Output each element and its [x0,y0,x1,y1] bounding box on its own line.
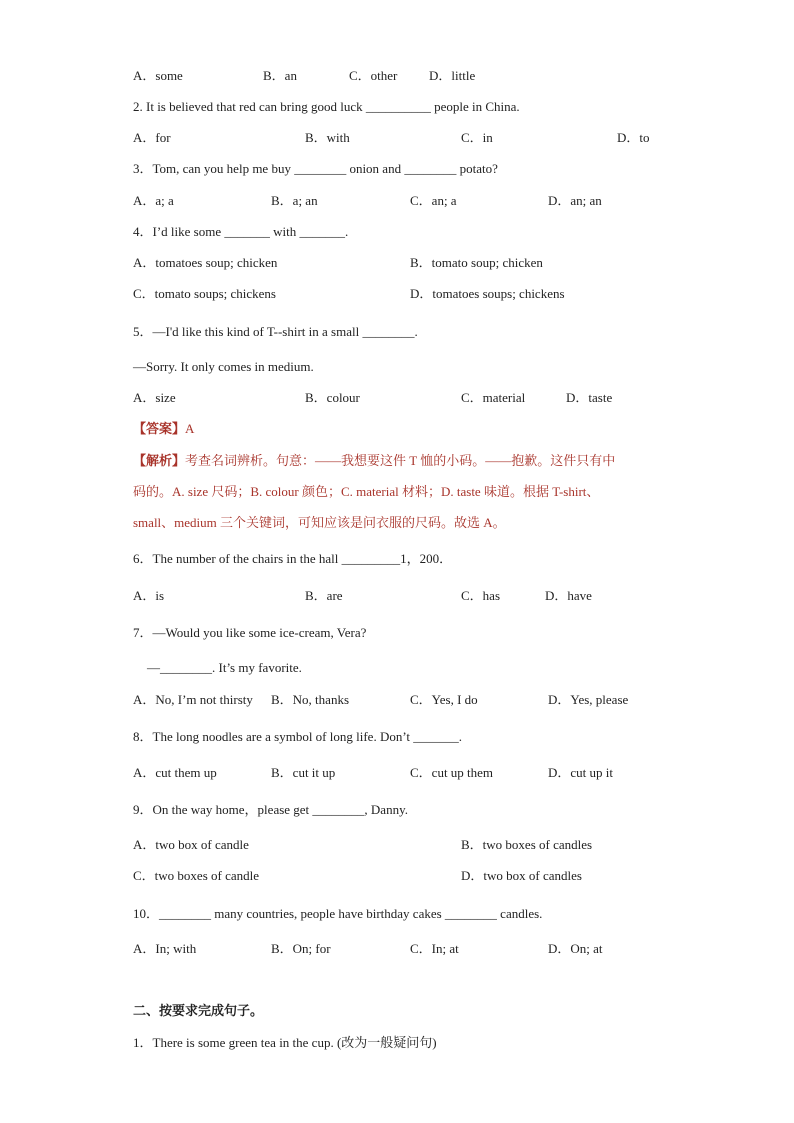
q9-option-b: B．two boxes of candles [461,837,593,852]
q10-stem: 10．________ many countries, people have birthday cakes ________ candles. [133,906,543,921]
q5-option-d: D．taste [566,390,613,405]
q4-option-a: A．tomatoes soup; chicken [133,255,278,270]
q5-option-a: A．size [133,390,176,405]
q8-option-a: A．cut them up [133,765,217,780]
q2-option-b: B．with [305,130,350,145]
q1-option-d: D．little [429,68,476,83]
q9-option-c: C．two boxes of candle [133,868,260,883]
q9-option-a: A．two box of candle [133,837,249,852]
q2-option-a: A．for [133,130,171,145]
q3-option-c: C．an; a [410,193,457,208]
q10-option-b: B．On; for [271,941,331,956]
q5-analysis-line-2: 码的。A. size 尺码；B. colour 颜色；C. material 材料；D. taste 味道。根据 T-shirt、 [133,484,600,499]
q5-analysis-line-1 [133,453,615,470]
q8-option-c: C．cut up them [410,765,494,780]
q1-option-c: C．other [349,68,398,83]
section-2-item-1: 1．There is some green tea in the cup. (改为一般疑问句) [133,1035,437,1050]
q7-option-a: A．No, I’m not thirsty [133,692,253,707]
q5-option-b: B．colour [305,390,360,405]
q8-option-d: D．cut up it [548,765,613,780]
q3-stem: 3．Tom, can you help me buy ________ onion and ________ potato? [133,161,498,176]
q1-option-b: B．an [263,68,297,83]
q8-option-b: B．cut it up [271,765,336,780]
q5-analysis-line-3: small、medium 三个关键词，可知应该是问衣服的尺码。故选 A。 [133,515,506,530]
answer-value: A [185,421,195,436]
q7-option-c: C．Yes, I do [410,692,478,707]
q7-option-d: D．Yes, please [548,692,629,707]
q7-reply: —________. It’s my favorite. [147,660,302,675]
q10-option-c: C．In; at [410,941,459,956]
q4-option-d: D．tomatoes soups; chickens [410,286,565,301]
q2-option-c: C．in [461,130,493,145]
q6-option-b: B．are [305,588,343,603]
q6-stem: 6．The number of the chairs in the hall _________1，200． [133,551,453,566]
q6-option-a: A．is [133,588,165,603]
q7-stem: 7．—Would you like some ice-cream, Vera? [133,625,367,640]
q3-option-a: A．a; a [133,193,174,208]
q9-stem: 9．On the way home，please get ________, Danny. [133,802,408,817]
q2-option-d: D．to [617,130,650,145]
q4-option-b: B．tomato soup; chicken [410,255,543,270]
q5-option-c: C．material [461,390,526,405]
q9-option-d: D．two box of candles [461,868,582,883]
q10-option-d: D．On; at [548,941,603,956]
q5-stem: 5．—I'd like this kind of T--shirt in a small ________. [133,324,418,339]
q7-option-b: B．No, thanks [271,692,350,707]
q5-reply: —Sorry. It only comes in medium. [133,359,314,374]
q2-stem: 2. It is believed that red can bring good luck __________ people in China. [133,99,520,114]
q5-answer [133,421,194,438]
q10-option-a: A．In; with [133,941,197,956]
q8-stem: 8．The long noodles are a symbol of long life. Don’t _______. [133,729,463,744]
q3-option-d: D．an; an [548,193,602,208]
answer-tag: 【答案】 [133,422,186,437]
q4-option-c: C．tomato soups; chickens [133,286,276,301]
q3-option-b: B．a; an [271,193,318,208]
q6-option-c: C．has [461,588,501,603]
q6-option-d: D．have [545,588,592,603]
q1-option-a: A．some [133,68,183,83]
analysis-text-1: 考查名词辨析。句意：——我想要这件 T 恤的小码。——抱歉。这件只有中 [185,453,616,468]
analysis-tag: 【解析】 [133,454,186,469]
section-2-heading: 二、按要求完成句子。 [133,1004,264,1019]
q4-stem: 4．I’d like some _______ with _______. [133,224,349,239]
